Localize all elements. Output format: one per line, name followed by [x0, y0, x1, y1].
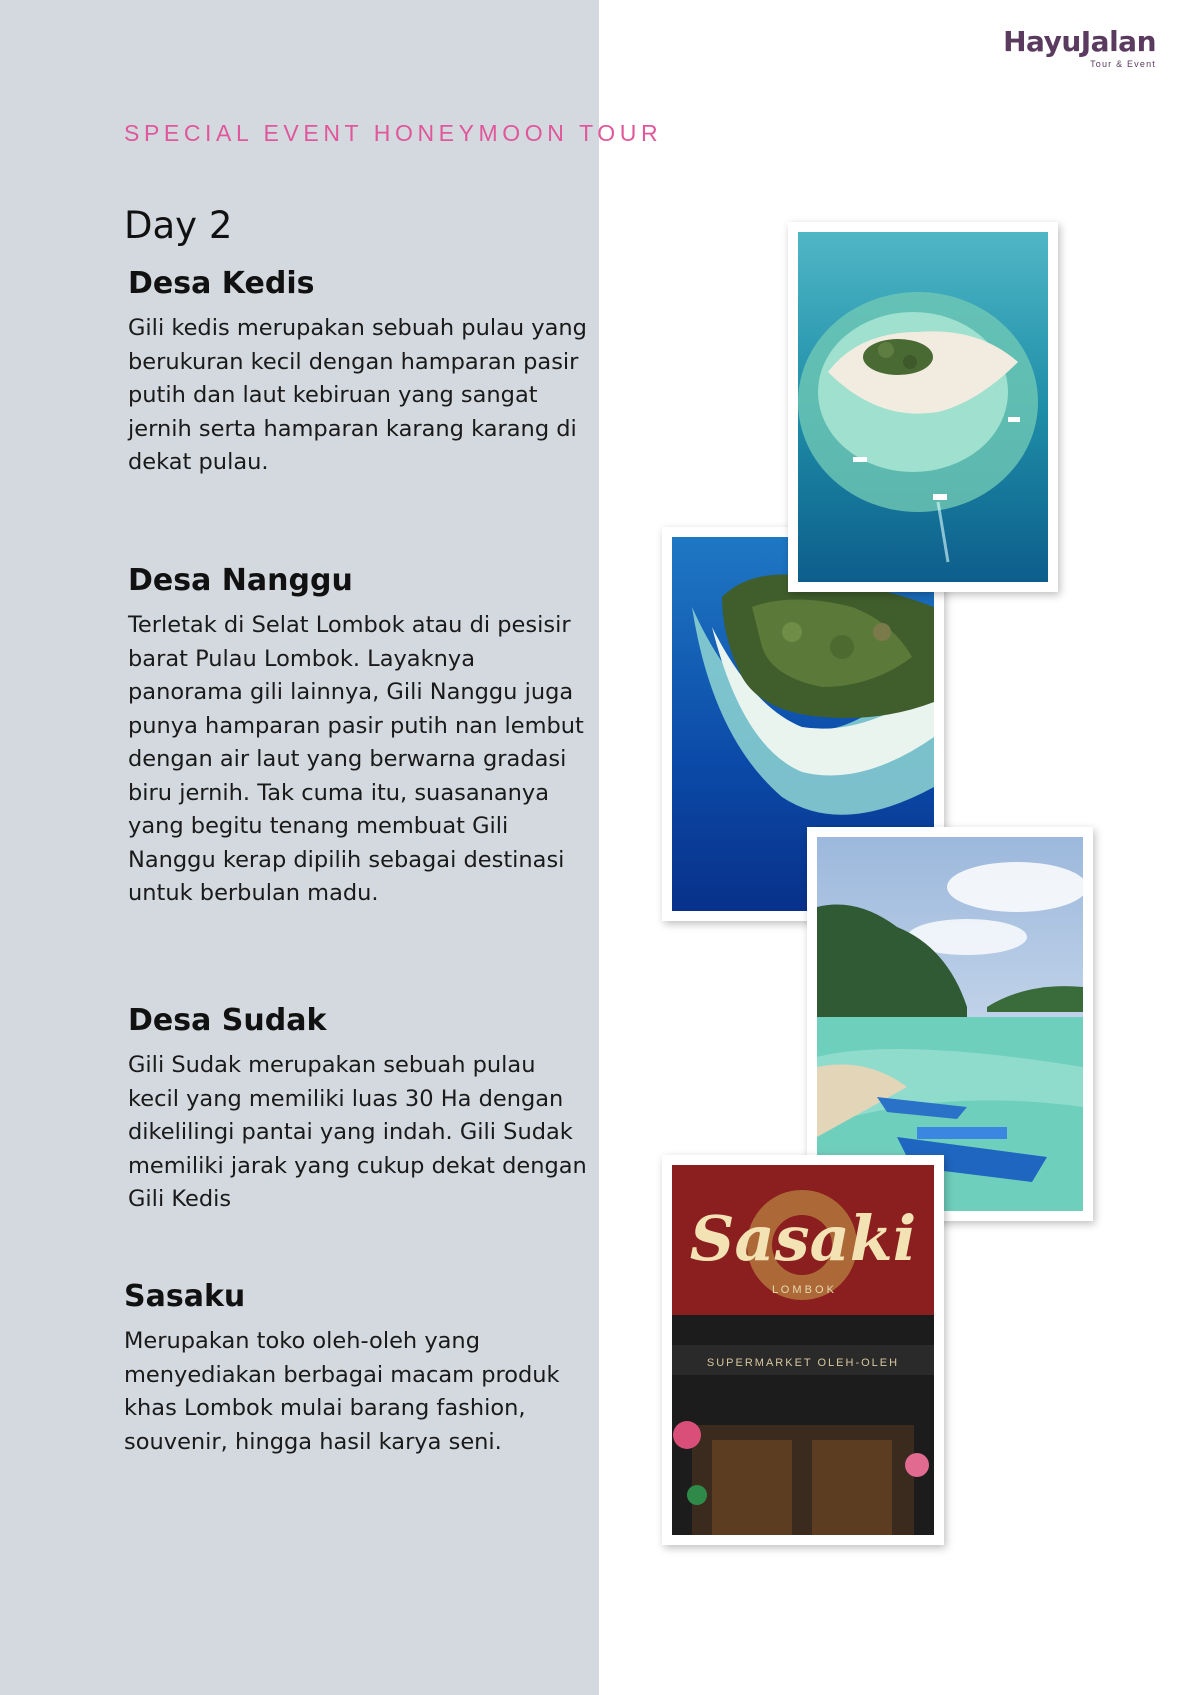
section-body: Gili Sudak merupakan sebuah pulau kecil yang memiliki luas 30 Ha dengan dikelilingi pantai yang indah. Gili Sudak memiliki jarak yang cukup dekat dengan Gili Kedis [128, 1052, 587, 1212]
brand-logo [1003, 26, 1156, 69]
section-title: Sasaku [124, 1279, 246, 1314]
section-desa-kedis [128, 266, 588, 480]
photo-gili-kedis [788, 222, 1058, 592]
section-title: Desa Kedis [128, 266, 315, 301]
photo-sasaku-shop [662, 1155, 944, 1545]
section-body: Terletak di Selat Lombok atau di pesisir barat Pulau Lombok. Layaknya panorama gili lainnya, Gili Nanggu juga punya hamparan pasir putih nan lembut dengan air laut yang berwarna gradasi biru jernih. Tak cuma itu, suasananya yang begitu tenang membuat Gili Nanggu kerap dipilih sebagai destinasi untuk berbulan madu. [128, 612, 584, 906]
section-body: Merupakan toko oleh-oleh yang menyediakan berbagai macam produk khas Lombok mulai barang fashion, souvenir, hingga hasil karya seni. [124, 1328, 560, 1455]
section-title: Desa Nanggu [128, 563, 353, 598]
shop-sign-text: Sasaki [689, 1202, 917, 1275]
brand-name: HayuJalan [1003, 25, 1156, 58]
section-body: Gili kedis merupakan sebuah pulau yang berukuran kecil dengan hamparan pasir putih dan laut kebiruan yang sangat jernih serta hamparan karang karang di dekat pulau. [128, 315, 587, 475]
section-title: Desa Sudak [128, 1003, 327, 1038]
section-desa-sudak [128, 1003, 588, 1217]
brand-tagline: Tour & Event [1090, 59, 1156, 69]
page-subtitle: SPECIAL EVENT HONEYMOON TOUR [124, 120, 663, 146]
section-sasaku [124, 1279, 584, 1459]
day-title: Day 2 [124, 204, 233, 247]
shop-sub-text: L O M B O K [772, 1284, 834, 1296]
shop-banner-text: SUPERMARKET OLEH-OLEH [706, 1357, 900, 1369]
section-desa-nanggu [128, 563, 588, 911]
